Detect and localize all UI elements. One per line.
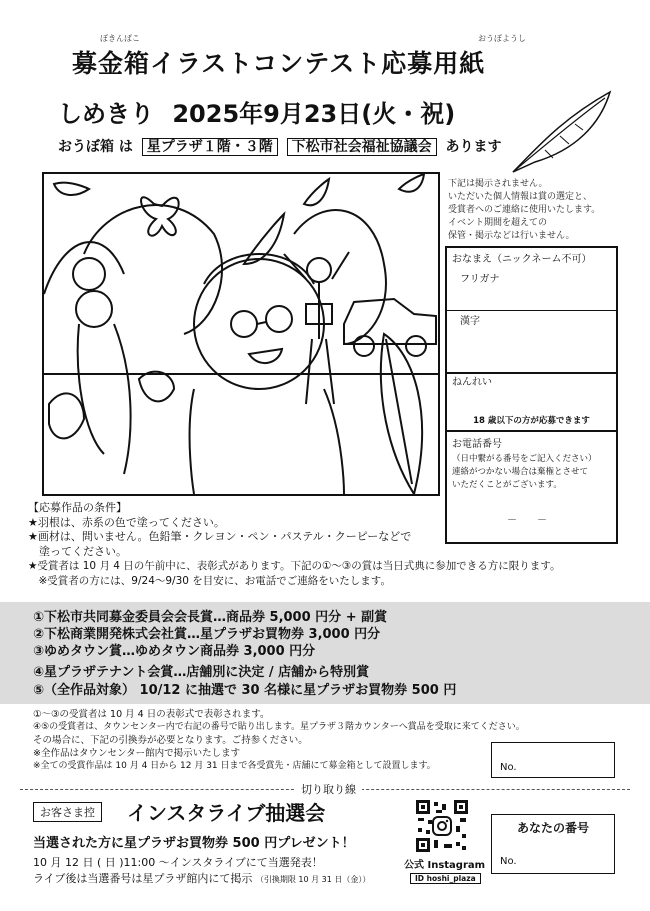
your-number-label: あなたの番号	[516, 821, 589, 835]
feather-icon	[505, 80, 617, 180]
title-ruby-left: ぼきんばこ	[100, 34, 140, 43]
condition-line: ★受賞者は 10 月 4 日の午前中に、表彰式があります。下記の①～③の賞は当日式典に参加できる方に限ります。	[28, 560, 561, 572]
age-note: 18 歳以下の方が応募できます	[473, 416, 590, 426]
your-number-box[interactable]	[491, 814, 615, 874]
footnote-line: ④⑤の受賞者は、タウンセンター内で右記の番号で貼り出します。星プラザ３階カウンターへ賞品を受取に来てください。	[33, 722, 525, 732]
prizes-band	[0, 602, 650, 704]
privacy-line: 受賞者へのご連絡に使用いたします。	[448, 205, 601, 215]
condition-line: ★画材は、問いません。色鉛筆・クレヨン・ペン・パステル・クーピーなどで	[28, 530, 412, 543]
conditions-section	[28, 501, 628, 588]
stub-subtitle: 当選された方に星プラザお買物券 500 円プレゼント！	[33, 836, 355, 851]
footnote-line: ①～③の受賞者は 10 月 4 日の表彰式で表彰されます。	[33, 709, 270, 720]
kanji-field[interactable]	[460, 332, 608, 366]
box-place-hoshi: 星プラザ１階・３階	[142, 138, 278, 156]
box-suffix: あります	[445, 139, 502, 155]
box-prefix: おうぼ箱 は	[58, 139, 133, 155]
deadline-label: しめきり	[58, 100, 154, 128]
privacy-line: いただいた個人情報は賞の選定と、	[448, 192, 593, 202]
phone-note-2: 連絡がつかない場合は棄権とさせて	[452, 467, 589, 477]
page-title: 募金箱イラストコンテスト応募用紙	[72, 49, 486, 78]
form-divider	[447, 310, 616, 311]
qr-code-icon[interactable]	[416, 800, 468, 852]
privacy-line: イベント期間を超えての	[448, 218, 548, 228]
furigana-label: フリガナ	[460, 274, 500, 285]
your-number-prefix: No.	[500, 856, 517, 867]
prize-item: ①下松市共同募金委員会会長賞…商品券 5,000 円分 + 副賞	[33, 610, 388, 625]
age-field[interactable]	[507, 376, 608, 406]
age-form-box	[445, 370, 618, 432]
box-place-council: 下松市社会福祉協議会	[287, 138, 437, 156]
instagram-label: 公式 Instagram	[404, 860, 486, 871]
footnote-line: ※全ての受賞作品は 10 月 4 日から 12 月 31 日まで各受賞先・店舗にて募金箱として設置します。	[33, 761, 436, 771]
age-label: ねんれい	[452, 377, 492, 388]
phone-dash: － －	[507, 515, 547, 526]
phone-label: お電話番号	[452, 439, 502, 450]
stub-line-2: ライブ後は当選番号は星プラザ館内にて掲示	[33, 872, 253, 885]
condition-line: 塗ってください。	[28, 544, 127, 558]
furigana-field[interactable]	[460, 290, 608, 308]
conditions-heading: 【応募作品の条件】	[28, 501, 127, 514]
coloring-illustration	[44, 174, 438, 494]
condition-line: ★羽根は、赤系の色で塗ってください。	[28, 515, 225, 529]
stub-title: インスタライブ抽選会	[127, 801, 326, 825]
footnote-line: その場合に、下記の引換券が必要となります。ご持参ください。	[33, 735, 308, 746]
prize-item: ⑤（全作品対象） 10/12 に抽選で 30 名様に星プラザお買物券 500 円	[33, 683, 457, 698]
instagram-id: ID hoshi_plaza	[410, 873, 481, 884]
prize-item: ④星プラザテナント会賞…店舗別に決定 / 店舗から特別賞	[33, 665, 370, 680]
privacy-notice	[448, 178, 638, 243]
prize-item: ③ゆめタウン賞…ゆめタウン商品券 3,000 円分	[33, 644, 316, 659]
name-form-box	[445, 246, 618, 374]
phone-note-1: （日中繋がる番号をご記入ください）	[452, 454, 597, 464]
name-label: おなまえ（ニックネーム不可）	[452, 254, 592, 265]
drawing-area[interactable]	[42, 172, 440, 496]
phone-note-3: いただくことがございます。	[452, 480, 562, 490]
title-ruby-right: おうぼようし	[478, 34, 526, 43]
privacy-line: 保管・掲示などは行いません。	[448, 231, 575, 241]
privacy-line: 下記は掲示されません。	[448, 179, 548, 189]
number-box-prefix: No.	[500, 762, 517, 773]
stub-line-1: 10 月 12 日 ( 日 )11:00 ～インスタライブにて当選発表！	[33, 856, 323, 869]
deadline-date: 2025年9月23日(火・祝)	[172, 100, 456, 128]
footnote-line: ※全作品はタウンセンター館内で掲示いたします	[33, 748, 241, 759]
condition-line: ※受賞者の方には、9/24～9/30 を目安に、お電話でご連絡をいたします。	[28, 574, 391, 587]
cut-line-label: 切り取り線	[295, 781, 362, 797]
prize-item: ②下松商業開発株式会社賞…星プラザお買物券 3,000 円分	[33, 627, 381, 642]
kanji-label: 漢字	[460, 316, 480, 327]
stub-tag: お客さま控	[33, 802, 102, 822]
stub-line-2-note: （引換期限 10 月 31 日（金））	[255, 875, 371, 884]
number-box-top[interactable]	[491, 742, 615, 778]
